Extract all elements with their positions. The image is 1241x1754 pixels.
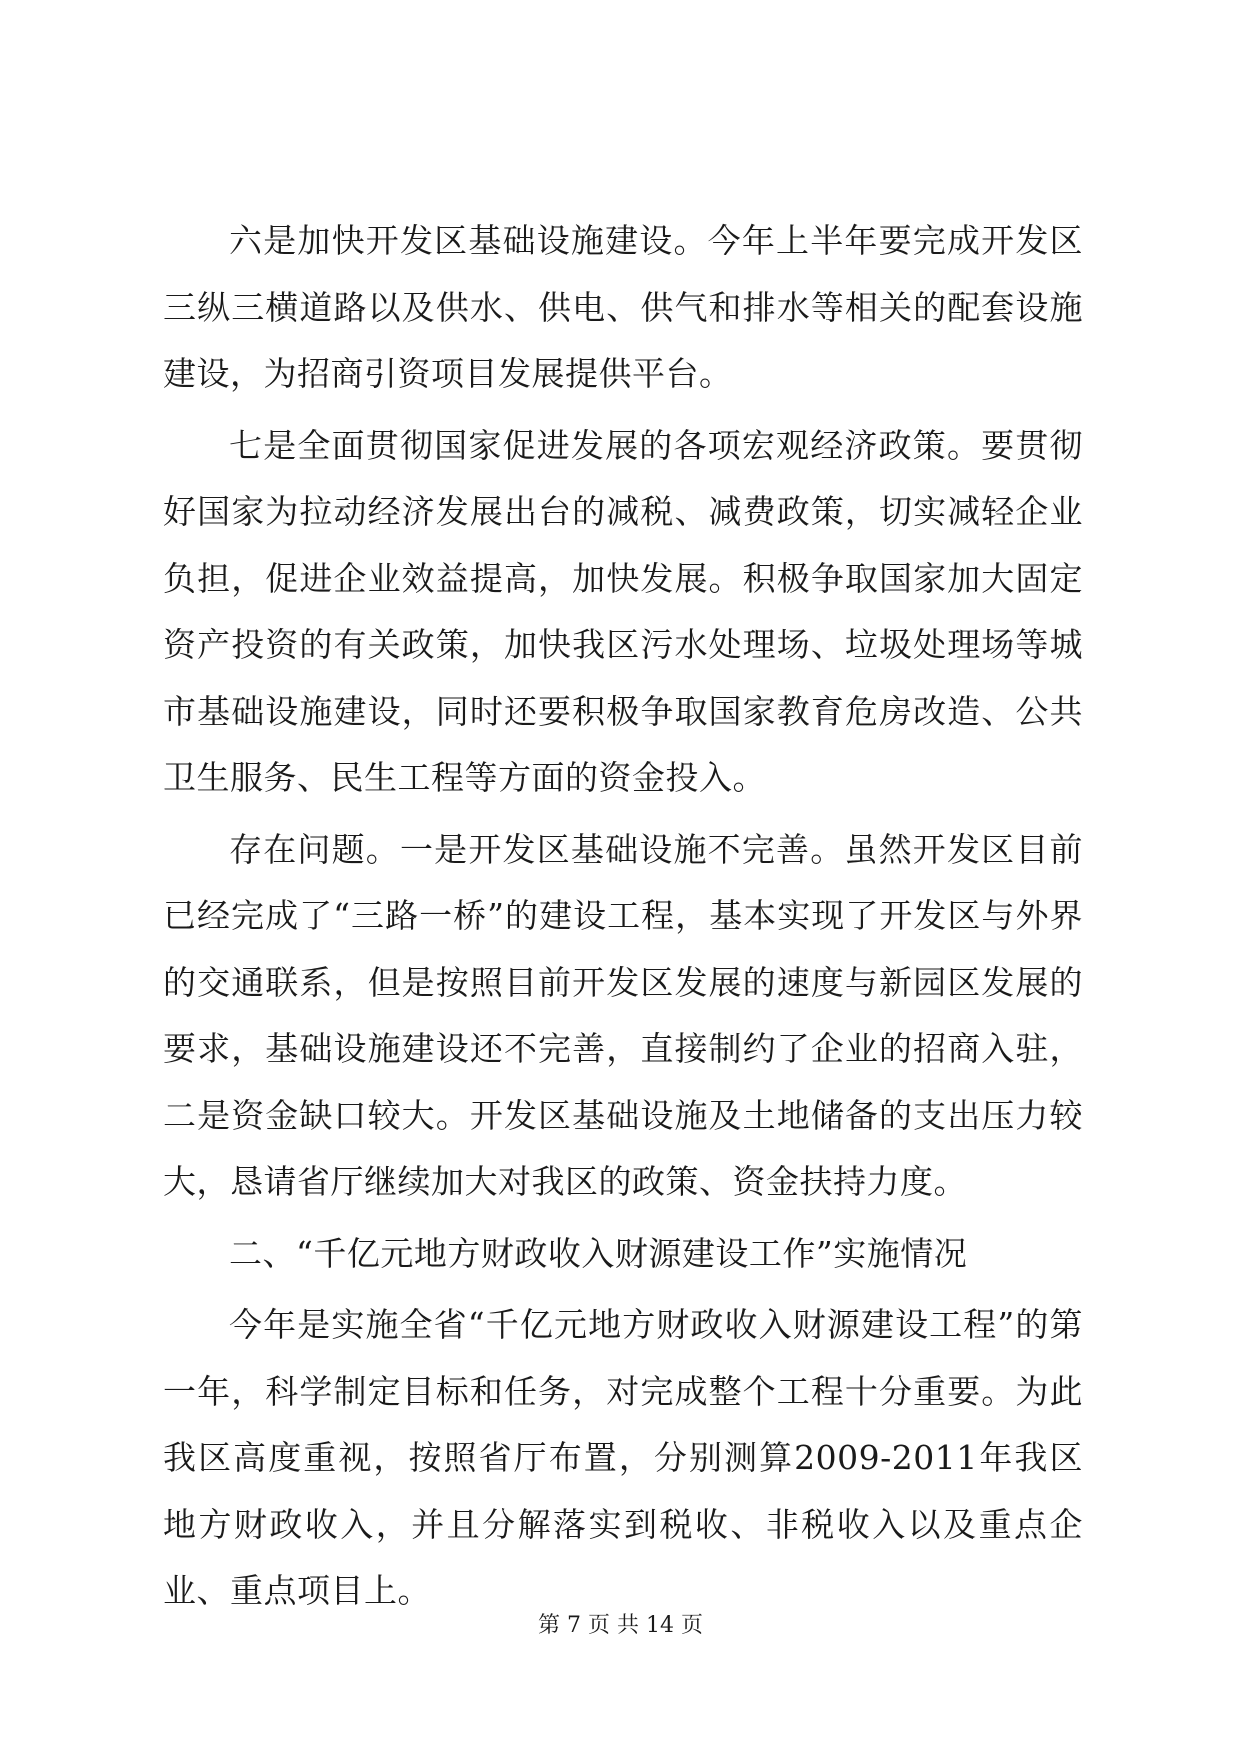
paragraph-macro-policy: 七是全面贯彻国家促进发展的各项宏观经济政策。要贯彻好国家为拉动经济发展出台的减税、减费政策，切实减轻企业负担，促进企业效益提高，加快发展。积极争取国家加大固定资产投资的有关政策，加快我区污水处理场、垃圾处理场等城市基础设施建设，同时还要积极争取国家教育危房改造、公共卫生服务、民生工程等方面的资金投入。 [163, 425, 1083, 797]
paragraph-infrastructure: 六是加快开发区基础设施建设。今年上半年要完成开发区三纵三横道路以及供水、供电、供气和排水等相关的配套设施建设，为招商引资项目发展提供平台。 [163, 221, 1083, 393]
paragraph-implementation: 今年是实施全省“千亿元地方财政收入财源建设工程”的第一年，科学制定目标和任务，对完成整个工程十分重要。为此我区高度重视，按照省厅布置，分别测算2009-2011年我区地方财政收入，并且分解落实到税收、非税收入以及重点企业、重点项目上。 [163, 1305, 1083, 1610]
paragraph-existing-problems: 存在问题。一是开发区基础设施不完善。虽然开发区目前已经完成了“三路一桥”的建设工程，基本实现了开发区与外界的交通联系，但是按照目前开发区发展的速度与新园区发展的要求，基础设施建设还不完善，直接制约了企业的招商入驻，二是资金缺口较大。开发区基础设施及土地储备的支出压力较大，恳请省厅继续加大对我区的政策、资金扶持力度。 [163, 829, 1083, 1201]
section-heading: 二、“千亿元地方财政收入财源建设工作”实施情况 [229, 1233, 968, 1273]
document-body [163, 208, 1083, 1630]
page-footer [0, 1608, 1241, 1639]
page-number-label: 第 7 页 共 14 页 [538, 1613, 703, 1638]
